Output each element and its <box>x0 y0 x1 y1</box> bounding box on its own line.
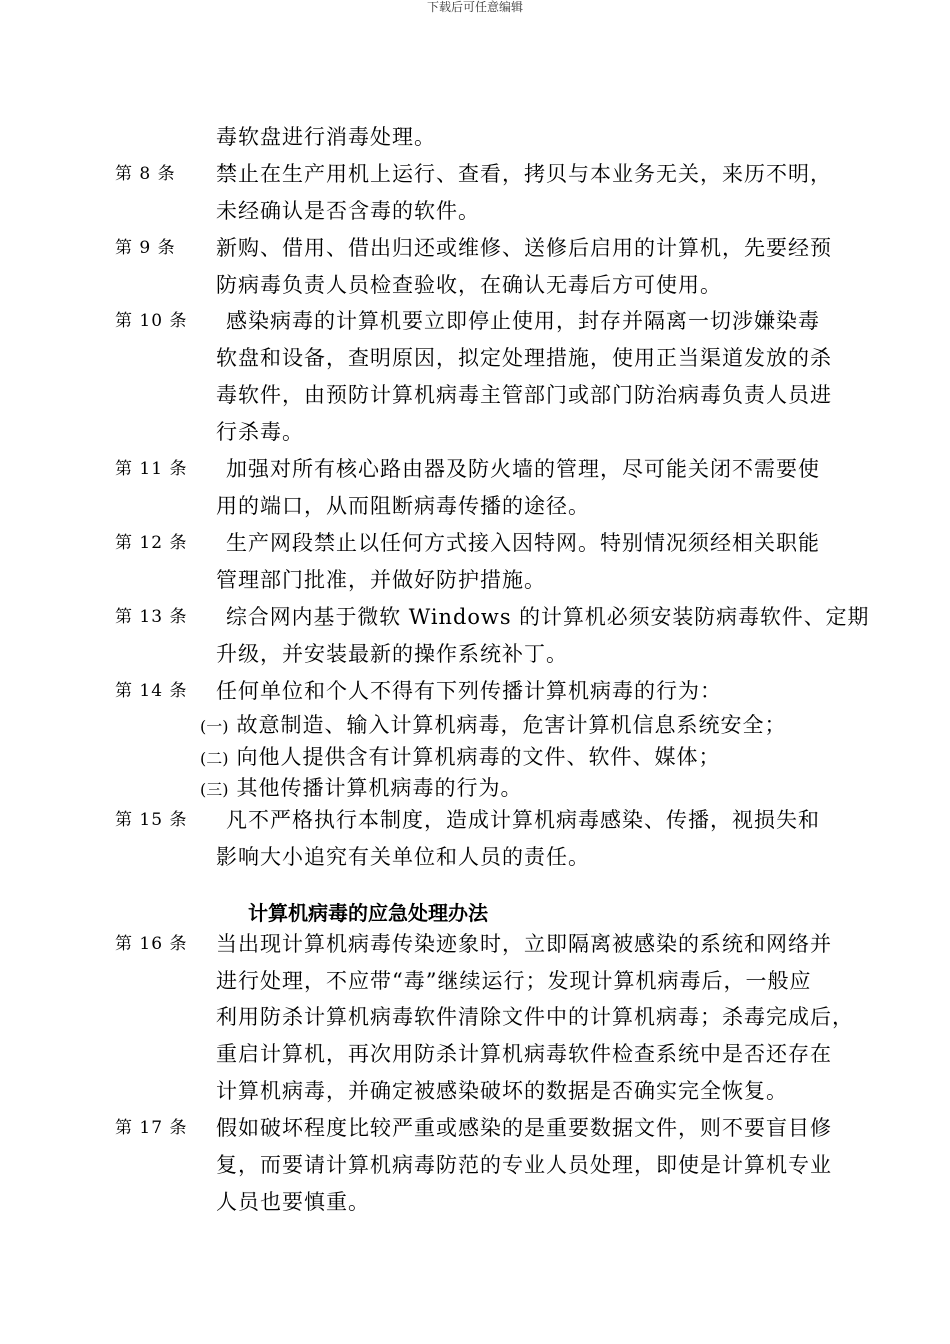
list-item <box>200 742 721 774</box>
article-line: 复，而要请计算机病毒防范的专业人员处理，即使是计算机专业 <box>216 1153 832 1177</box>
article-number: 第 11 条 <box>115 459 188 479</box>
article-line: 感染病毒的计算机要立即停止使用，封存并隔离一切涉嫌染毒 <box>226 309 820 333</box>
list-item <box>200 710 787 742</box>
article-line: 综合网内基于微软 Windows 的计算机必须安装防病毒软件、定期 <box>226 605 870 629</box>
article-line: 管理部门批准，并做好防护措施。 <box>216 568 546 592</box>
article-line: 重启计算机，再次用防杀计算机病毒软件检查系统中是否还存在 <box>216 1042 832 1066</box>
article-line: 未经确认是否含毒的软件。 <box>216 199 480 223</box>
article-line: 软盘和设备，查明原因，拟定处理措施，使用正当渠道发放的杀 <box>216 346 832 370</box>
list-item <box>200 773 523 805</box>
article-number: 第 15 条 <box>115 810 188 830</box>
article-line: 凡不严格执行本制度，造成计算机病毒感染、传播，视损失和 <box>226 808 820 832</box>
article-line: 生产网段禁止以任何方式接入因特网。特别情况须经相关职能 <box>226 531 820 555</box>
article-line: 用的端口，从而阻断病毒传播的途径。 <box>216 494 590 518</box>
article-line: 计算机病毒，并确定被感染破坏的数据是否确实完全恢复。 <box>216 1079 788 1103</box>
article-line: 进行处理，不应带“毒”继续运行；发现计算机病毒后，一般应 <box>216 969 812 993</box>
list-marker: (一) <box>200 717 229 736</box>
article-line: 禁止在生产用机上运行、查看，拷贝与本业务无关，来历不明， <box>216 162 832 186</box>
section-heading: 计算机病毒的应急处理办法 <box>248 901 488 925</box>
list-marker: (二) <box>200 749 229 768</box>
article-number: 第 17 条 <box>115 1118 188 1138</box>
article-number: 第 12 条 <box>115 533 188 553</box>
article-line: 假如破坏程度比较严重或感染的是重要数据文件，则不要盲目修 <box>216 1116 832 1140</box>
article-line: 人员也要慎重。 <box>216 1190 370 1214</box>
list-marker: (三) <box>200 780 229 799</box>
article-line: 防病毒负责人员检查验收，在确认无毒后方可使用。 <box>216 273 722 297</box>
article-line: 毒软件，由预防计算机病毒主管部门或部门防治病毒负责人员进 <box>216 383 832 407</box>
article-line: 利用防杀计算机病毒软件清除文件中的计算机病毒；杀毒完成后， <box>216 1005 854 1029</box>
article-number: 第 16 条 <box>115 934 188 954</box>
article-number: 第 9 条 <box>115 238 176 258</box>
continuation-line: 毒软盘进行消毒处理。 <box>216 125 436 149</box>
article-number: 第 13 条 <box>115 607 188 627</box>
list-item-text: 其他传播计算机病毒的行为。 <box>236 776 523 800</box>
article-line: 影响大小追究有关单位和人员的责任。 <box>216 845 590 869</box>
list-item-text: 向他人提供含有计算机病毒的文件、软件、媒体； <box>236 745 721 769</box>
article-number: 第 10 条 <box>115 311 188 331</box>
article-line: 当出现计算机病毒传染迹象时，立即隔离被感染的系统和网络并 <box>216 932 832 956</box>
article-line: 新购、借用、借出归还或维修、送修后启用的计算机，先要经预 <box>216 236 832 260</box>
header-note: 下载后可任意编辑 <box>426 0 523 14</box>
article-number: 第 14 条 <box>115 681 188 701</box>
article-number: 第 8 条 <box>115 164 176 184</box>
list-item-text: 故意制造、输入计算机病毒，危害计算机信息系统安全； <box>236 713 787 737</box>
article-line: 加强对所有核心路由器及防火墙的管理，尽可能关闭不需要使 <box>226 457 820 481</box>
article-line: 升级，并安装最新的操作系统补丁。 <box>216 642 568 666</box>
article-line: 任何单位和个人不得有下列传播计算机病毒的行为： <box>216 679 722 703</box>
article-line: 行杀毒。 <box>216 420 304 444</box>
